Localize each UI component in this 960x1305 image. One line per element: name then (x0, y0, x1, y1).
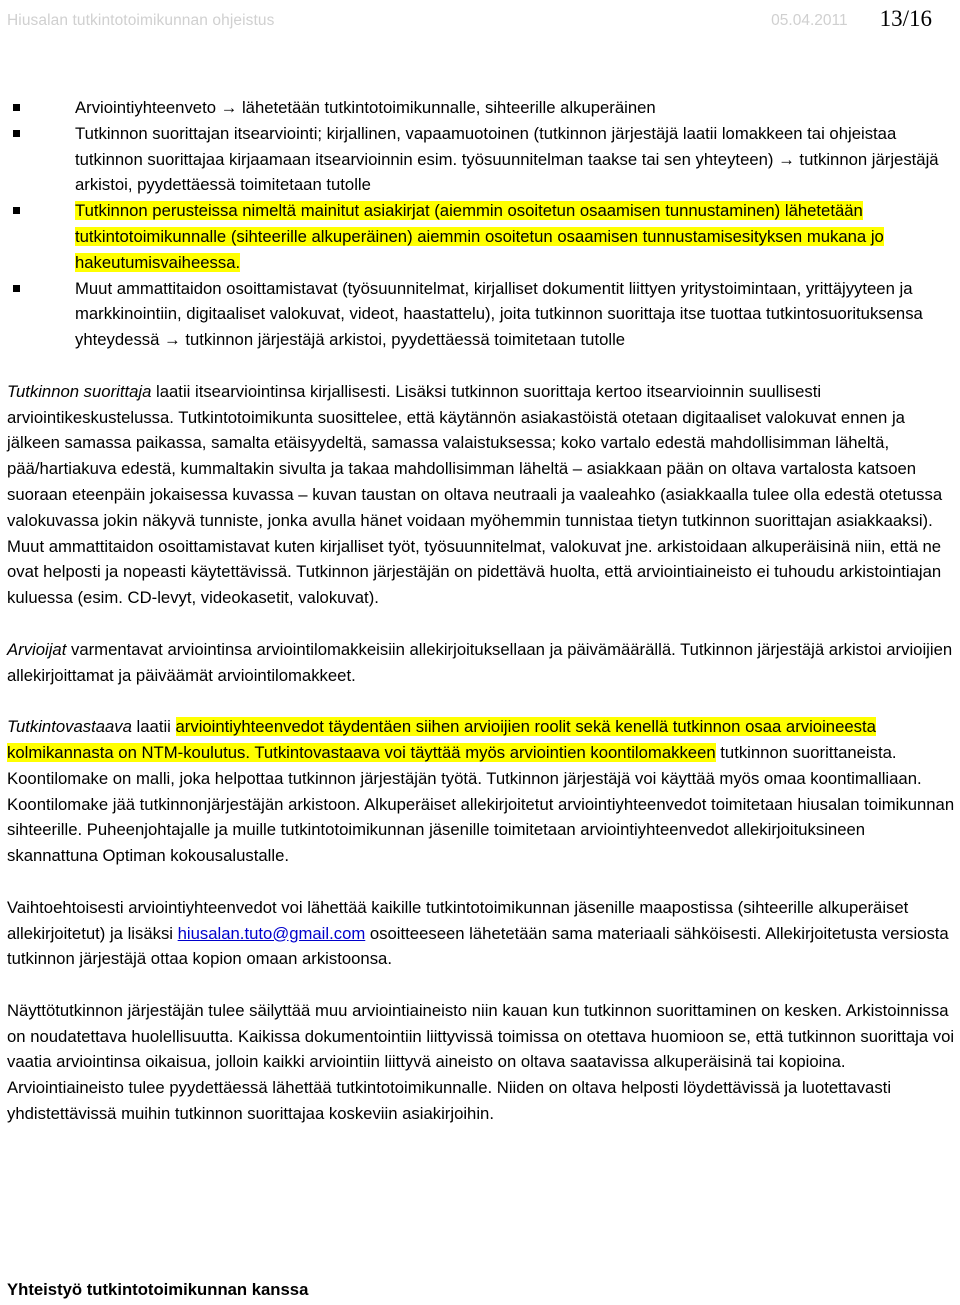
document-date: 05.04.2011 (771, 12, 848, 29)
bullet-square-icon (13, 285, 20, 292)
bullet-list (7, 95, 955, 353)
paragraph-alternative-delivery: Vaihtoehtoisesti arviointiyhteenvedot voi lähettää kaikille tutkintotoimikunnan jäsenille maapostissa (sihteerille alkuperäiset allekirjoitetut) ja lisäksi hiusalan.tuto@gmail.com osoitteeseen lähetetään sama materiaali sähköisesti. Allekirjoitetusta versiosta tutkinnon järjestäjä ottaa kopion omaan arkistoonsa. (7, 897, 949, 969)
paragraph-self-assessment: Tutkinnon suorittaja laatii itsearviointinsa kirjallisesti. Lisäksi tutkinnon suorittaja kertoo itsearvioinnin suullisesti arviointikeskustelussa. Tutkintotoimikunta suosittelee, että käytännön asiakastöistä otetaan digitaaliset valokuvat ennen ja jälkeen samassa paikassa, samalta etäisyydeltä, samassa valaistuksessa; koko vartalo edestä mahdollisimman läheltä, pää/hartiakuva edestä, kummaltakin sivulta ja takaa mahdollisimman läheltä – asiakkaan pään on oltava vartalosta katsoen suoraan eteenpäin jokaisessa kuvassa – kuvan taustan on oltava neutraali ja vaaleahko (asiakkaalla tulee olla edestä otetussa valokuvassa jokin näkyvä tunniste, jonka avulla hänet voidaan myöhemmin tunnistaa tietyn tutkinnon suorittajan asiakkaaksi). Muut ammattitaidon osoittamistavat kuten kirjalliset työt, työsuunnitelmat, valokuvat jne. arkistoidaan alkuperäisinä niin, että ne ovat helposti ja nopeasti käytettävissä. Tutkinnon järjestäjän on pidettävä huolta, että arviointiaineisto ei tuhoudu arkistointiajan kuluessa (esim. CD-levyt, videokasetit, valokuvat). (7, 381, 943, 608)
section-heading: Yhteistyö tutkintotoimikunnan kanssa (7, 1280, 309, 1299)
page-number: 13/16 (879, 6, 932, 31)
bullet-square-icon (13, 130, 20, 137)
list-item: Muut ammattitaidon osoittamistavat (työsuunnitelmat, kirjalliset dokumentit liittyen yritystoimintaan, yrittäjyyteen ja markkinointiin, digitaaliset valokuvat, videot, haastattelu), joita tutkinnon suorittaja itse tuottaa tutkintosuorituksensa yhteydessä → tutkinnon järjestäjä arkistoi, pyydettäessä toimitetaan tutolle (7, 276, 955, 353)
highlighted-text: Tutkinnon perusteissa nimeltä mainitut asiakirjat (aiemmin osoitetun osaamisen tunnustaminen) lähetetään tutkintotoimikunnalle (sihteerille alkuperäinen) aiemmin osoitetun osaamisen tunnustamisesityksen mukana jo hakeutumisvaiheessa. (75, 201, 884, 272)
email-link[interactable]: hiusalan.tuto@gmail.com (177, 923, 366, 943)
list-item: Arviointiyhteenveto → lähetetään tutkintotoimikunnalle, sihteerille alkuperäinen (7, 95, 955, 121)
paragraph-tutkintovastaava: Tutkintovastaava laatii arviointiyhteenvedot täydentäen siihen arvioijien roolit sekä kenellä tutkinnon osaa arvioineesta kolmikannasta on NTM-koulutus. Tutkintovastaava voi täyttää myös arviointien koontilomakkeen tutkinnon suorittaneista. Koontilomake on malli, joka helpottaa tutkinnon järjestäjän työtä. Tutkinnon järjestäjä voi käyttää myös omaa koontimalliaan. Koontilomake jää tutkinnonjärjestäjän arkistoon. Alkuperäiset allekirjoitetut arviointiyhteenvedot toimitetaan hiusalan toimikunnan sihteerille. Puheenjohtajalle ja muille tutkintotoimikunnan jäsenille toimitetaan arviointiyhteenvedot allekirjoituksineen skannattuna Optiman kokousalustalle. (7, 717, 955, 866)
bullet-square-icon (13, 104, 20, 111)
paragraph-assessors: Arvioijat varmentavat arviointinsa arviointilomakkeisiin allekirjoituksellaan ja päivämäärällä. Tutkinnon järjestäjä arkistoi arvioijien allekirjoittamat ja päiväämät arviointilomakkeet. (7, 639, 953, 685)
page-header (7, 0, 932, 30)
document-title: Hiusalan tutkintotoimikunnan ohjeistus (7, 12, 275, 29)
list-item: Tutkinnon suorittajan itsearviointi; kirjallinen, vapaamuotoinen (tutkinnon järjestäjä laatii lomakkeen tai ohjeistaa tutkinnon suorittajaa kirjaamaan itsearvioinnin esim. työsuunnitelman taakse tai sen yhteyteen) → tutkinnon järjestäjä arkistoi, pyydettäessä toimitetaan tutolle (7, 121, 955, 198)
highlighted-text: arviointiyhteenvedot täydentäen siihen arvioijien roolit sekä kenellä tutkinnon osaa arvioineesta kolmikannasta on NTM-koulutus. Tutkintovastaava voi täyttää myös arviointien koontilomakkeen (7, 717, 876, 762)
list-item (7, 198, 955, 275)
document-body (7, 95, 955, 1127)
bullet-square-icon (13, 207, 20, 214)
paragraph-archiving: Näyttötutkinnon järjestäjän tulee säilyttää muu arviointiaineisto niin kauan kun tutkinnon suorittaminen on kesken. Arkistoinnissa on noudatettava huolellisuutta. Kaikissa dokumentointiin liittyvissä toimissa on otettava huomioon se, että tutkinnon suorittaja voi vaatia arviointinsa oikaisua, jolloin kaikki arviointiin liittyvä aineisto on oltava saatavissa alkuperäisinä tai kopioina. Arviointiaineisto tulee pyydettäessä lähettää tutkintotoimikunnalle. Niiden on oltava helposti löydettävissä ja luotettavasti yhdistettävissä muihin tutkinnon suorittajaa koskeviin asiakirjoihin. (7, 1000, 955, 1124)
